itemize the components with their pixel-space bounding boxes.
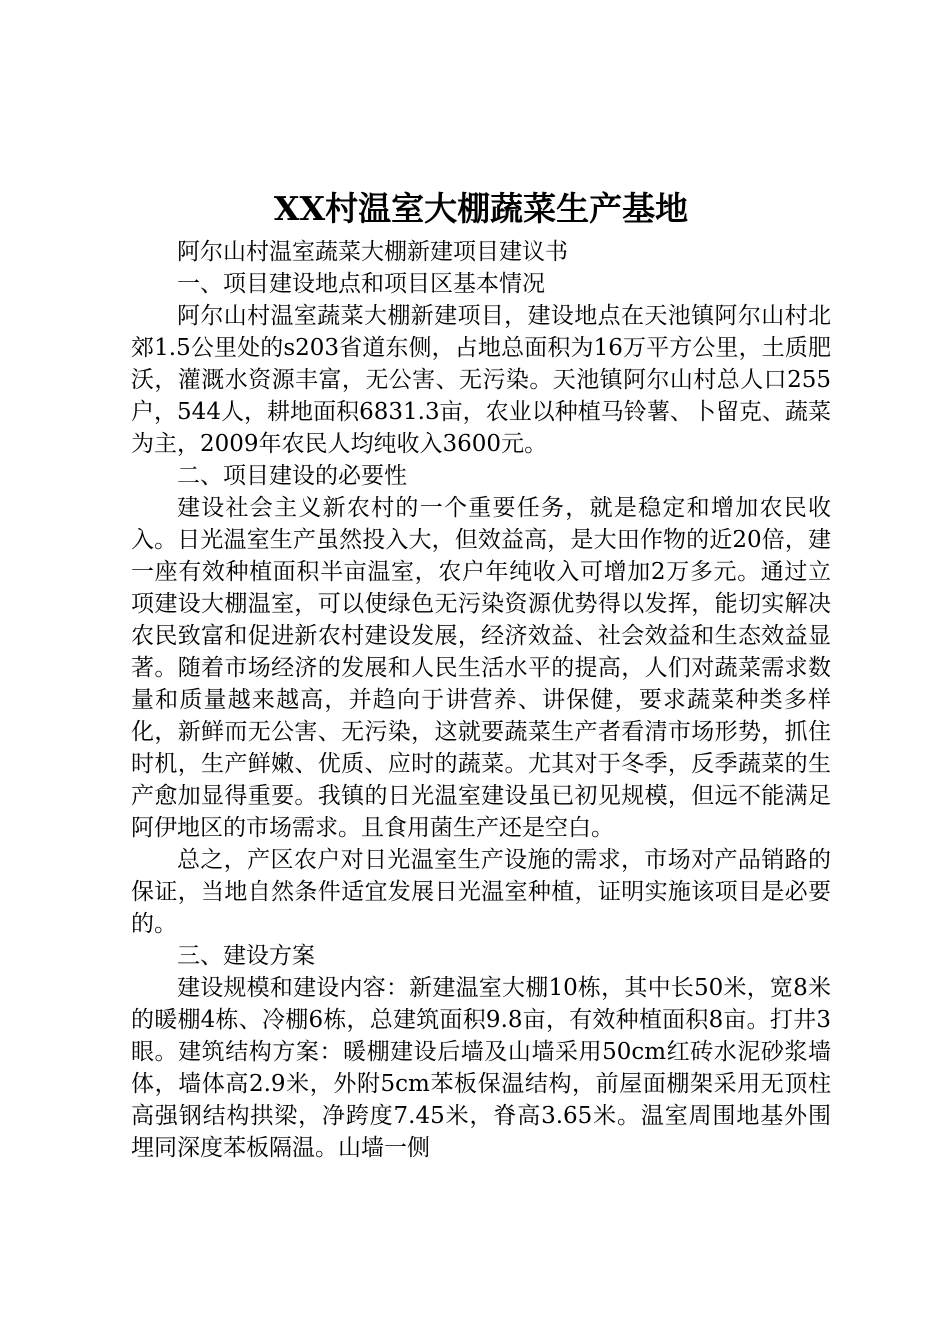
document-page bbox=[131, 182, 831, 1164]
section-heading-3: 三、建设方案 bbox=[177, 943, 315, 969]
section-heading-1: 一、项目建设地点和项目区基本情况 bbox=[177, 271, 545, 297]
document-title: XX村温室大棚蔬菜生产基地 bbox=[273, 189, 689, 228]
paragraph-conclusion: 总之，产区农户对日光温室生产设施的需求，市场对产品销路的保证，当地自然条件适宜发展日光温室种植，证明实施该项目是必要的。 bbox=[131, 847, 831, 937]
paragraph-plan: 建设规模和建设内容：新建温室大棚10栋，其中长50米，宽8米的暖棚4栋、冷棚6栋，总建筑面积9.8亩，有效种植面积8亩。打井3眼。建筑结构方案：暖棚建设后墙及山墙采用50cm红砖水泥砂浆墙体，墙体高2.9米，外附5cm苯板保温结构，前屋面棚架采用无顶柱高强钢结构拱梁，净跨度7.45米，脊高3.65米。温室周围地基外围埋同深度苯板隔温。山墙一侧 bbox=[131, 975, 831, 1161]
doc-subtitle: 阿尔山村温室蔬菜大棚新建项目建议书 bbox=[177, 239, 568, 265]
section-heading-2: 二、项目建设的必要性 bbox=[177, 463, 407, 489]
paragraph-necessity: 建设社会主义新农村的一个重要任务，就是稳定和增加农民收入。日光温室生产虽然投入大，但效益高，是大田作物的近20倍，建一座有效种植面积半亩温室，农户年纯收入可增加2万多元。通过立项建设大棚温室，可以使绿色无污染资源优势得以发挥，能切实解决农民致富和促进新农村建设发展，经济效益、社会效益和生态效益显著。随着市场经济的发展和人民生活水平的提高，人们对蔬菜需求数量和质量越来越高，并趋向于讲营养、讲保健，要求蔬菜种类多样化，新鲜而无公害、无污染，这就要蔬菜生产者看清市场形势，抓住时机，生产鲜嫩、优质、应时的蔬菜。尤其对于冬季，反季蔬菜的生产愈加显得重要。我镇的日光温室建设虽已初见规模，但远不能满足阿伊地区的市场需求。且食用菌生产还是空白。 bbox=[131, 495, 831, 841]
paragraph-location: 阿尔山村温室蔬菜大棚新建项目，建设地点在天池镇阿尔山村北郊1.5公里处的s203省道东侧，占地总面积为16万平方公里，土质肥沃，灌溉水资源丰富，无公害、无污染。天池镇阿尔山村总人口255户，544人，耕地面积6831.3亩，农业以种植马铃薯、卜留克、蔬菜为主，2009年农民人均纯收入3600元。 bbox=[131, 303, 831, 457]
